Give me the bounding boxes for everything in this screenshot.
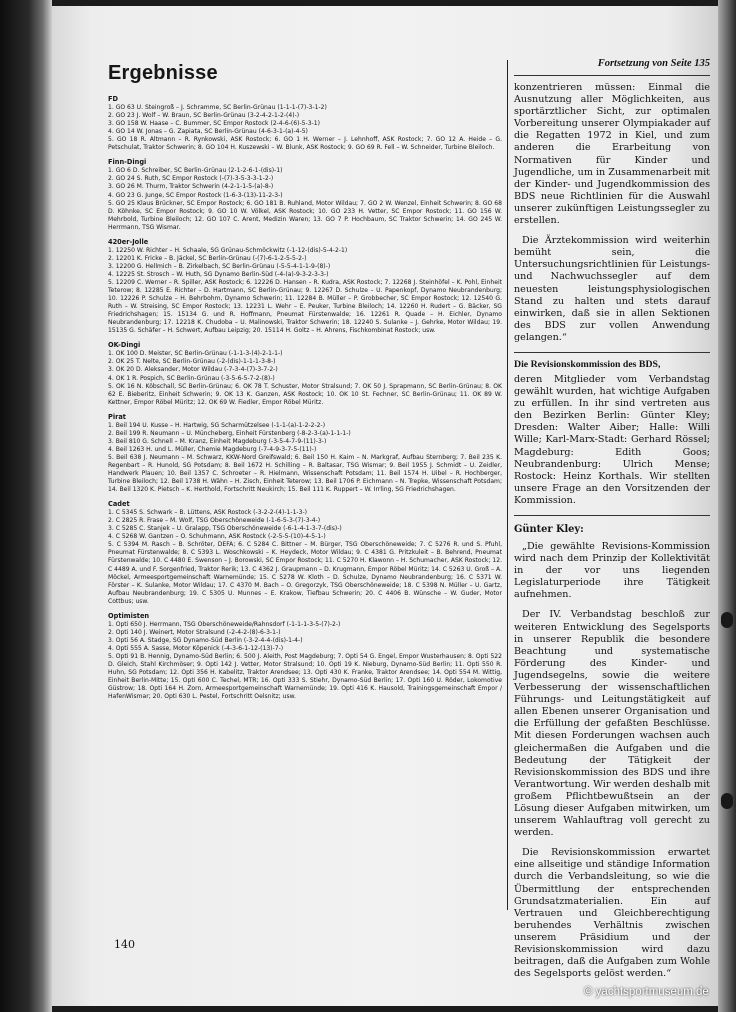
section-title: Optimisten: [108, 611, 150, 620]
watermark-text: © yachtsportmuseum.de: [584, 986, 709, 998]
result-line: 2. Opti 140 J. Weinert, Motor Stralsund (-2-4-2-(8)-6-3-1-): [108, 628, 281, 636]
result-line: 4. Opti 555 A. Sasse, Motor Köpenick (-4-3-6-1-12-(13)-7-): [108, 644, 284, 652]
results-section-fd: [108, 95, 502, 152]
result-line: 4. GO 23 G. Junge, SC Empor Rostock (1-6-3-(13)-11-2-3-): [108, 191, 283, 199]
section-title: FD: [108, 95, 118, 103]
section-title: Finn-Dingi: [108, 158, 147, 167]
interview-paragraph: „Die gewählte Revisions-Kommission wird nach dem Prinzip der Kollektivität in der vor uns liegenden Legislaturperiode ihre Tätigkeit aufnehmen.: [514, 541, 710, 601]
results-section-optimisten: [108, 612, 502, 702]
page-title: Ergebnisse: [108, 62, 218, 84]
interview-speaker: Günter Kley:: [514, 524, 584, 535]
article-column: [514, 58, 710, 988]
binder-hole-mark: [721, 793, 733, 809]
binder-hole-mark: [721, 612, 733, 628]
result-line: 2. Beil 199 R. Neumann – U. Müncheberg, Einheit Fürstenberg (-8-2-3-(a)-1-1-1-): [108, 429, 351, 437]
results-section-420er-jolle: [108, 238, 502, 336]
column-divider: [507, 60, 508, 910]
page-edge-shadow: [718, 0, 736, 1012]
article-paragraph: Die Ärztekommission wird weiterhin bemüht sein, die Untersuchungsrichtlinien für Leistungs- und Nachwuchssegler auf dem neuesten leistungsphysiologischen Stand zu halten und stets darauf einwirken, daß sie in allen Sektionen des BDS zur vollen Anwendung gelangen.“: [514, 235, 710, 343]
page-number: 140: [114, 938, 135, 951]
results-section-finn-dingi: [108, 158, 502, 231]
result-line: 4. Beil 1263 H. und L. Müller, Chemie Magdeburg (-7-4-9-3-7-5-(11)-): [108, 445, 317, 453]
results-section-pirat: [108, 413, 502, 494]
result-line: 5. GO 18 R. Altmann – R. Rynkowski, ASK Rostock; 6. GO 1 H. Werner – J. Lehnhoff, ASK Rostock; 7. GO 12 A. Heide – G. Petschulat, Traktor Schwerin; 8. GO 104 H. Kuszewski – W. Blunk, ASK Rostock; 9. GO 69 R. Fell – W. Schneider, Turbine Bleiloch.: [108, 136, 502, 152]
divider-rule: [514, 515, 710, 516]
continuation-note: Fortsetzung von Seite 135: [597, 58, 710, 69]
result-line: 5. GO 25 Klaus Brückner, SC Empor Rostock; 6. GO 181 B. Ruhland, Motor Wildau; 7. GO 2 W. Wenzel, Einheit Schwerin; 8. GO 68 D. Köhnke, SC Empor Rostock; 9. GO 10 W. Völkel, ASK Rostock; 10. GO 233 H. Vetter, SC Empor Rostock; 11. GO 156 W. Mehrbold, Turbine Bleiloch; 12. GO 107 C. Arent, Medizin Waren; 13. GO 7 P. Hochbaum, SC Traktor Schwerin; 14. GO 245 W. Herrmann, TSG Wismar.: [108, 199, 502, 231]
revision-heading: Die Revisionskommission des BDS,: [514, 358, 661, 370]
result-line: 5. C 5394 M. Rasch – B. Schröter, DEFA; 6. C 5284 C. Bittner – M. Bürger, TSG Oberschöneweide; 7. C 5276 R. und S. Pfuhl, Pneumat Fürstenwalde; 8. C 5393 L. Woschkowski – K. Heydeck, Motor Wildau; 9. C 4381 G. Pritzkuleit – B. Behrend, Pneumat Fürstenwalde; 10. C 4480 E. Swenson – J. Borowski, SC Empor Rostock; 11. C 5270 H. Klawonn – H. Schumacher, ASK Rostock; 12. C 4489 A. und F. Sorgenfried, Traktor Rerik; 13. C 4362 J. Graupmann – D. Krugmann, Empor Röbel Müritz; 14. C 5263 U. Groß – A. Möckel, Armeesportgemeinschaft Warnemünde; 15. C 5278 W. Kloth – D. Schulze, Dynamo Neubrandenburg; 16. C 5371 W. Förster – K. Sulanke, Motor Wildau; 17. C 4370 M. Bach – O. Gregorzyk, TSG Oberschöneweide; 18. C 5398 N. Müller – U. Gartz, Aufbau Neubrandenburg; 19. C 5305 U. Munnes – E. Krakow, Tiefbau Schwerin; 20. C 4406 B. Wünsche – W. Guder, Motor Cottbus; usw.: [108, 541, 502, 605]
section-title: Pirat: [108, 412, 126, 421]
result-line: 2. GO 23 J. Wolf – W. Braun, SC Berlin-Grünau (3-2-4-2-1-2-(4)-): [108, 112, 300, 120]
result-line: 5. OK 16 N. Köbschall, SC Berlin-Grünau; 6. OK 78 T. Schuster, Motor Stralsund; 7. OK 50 J. Sprapmann, SC Berlin-Grünau; 8. OK 62 E. Bieberitz, Einheit Schwerin; 9. OK 13 K. Ganzen, ASK Rostock; 10. OK 10 St. Fechner, SC Berlin-Grünau; 11. OK 89 W. Kettner, Empor Röbel Müritz; 12. OK 69 W. Fiedler, Empor Röbel Müritz.: [108, 382, 502, 406]
results-section-cadet: [108, 500, 502, 606]
result-line: 5. Beil 638 J. Neumann – M. Schwarz, KKW-Nord Greifswald; 6. Beil 150 H. Kaim – N. Markgraf, Aufbau Sternberg; 7. Beil 235 K. Regenbart – R. Hunold, SG Potsdam; 8. Beil 1672 H. Schilling – R. Baltasar, TSG Wismar; 9. Beil 1955 J. Schmidt – U. Zeidler, Handwerk Plauen; 10. Beil 1357 C. Schroeter – R. Hielmann, Wissenschaft Potsdam; 11. Beil 1574 H. Uibel – R. Hochberger, Turbine Bleiloch; 12. Beil 1738 H. Wähn – H. Zisch, Einheit Teterow; 13. Beil 1706 P. Eichmann – N. Trepke, Wissenschaft Potsdam; 14. Beil 1320 K. Pietsch – K. Herthold, Fortschritt Neukirch; 15. Beil 111 K. Ruppert – W. Irrling, SG Friedrichshagen.: [108, 453, 502, 494]
result-line: 1. Opti 650 J. Herrmann, TSG Oberschöneweide/Rahnsdorf (-1-1-1-3-5-(7)-2-): [108, 620, 341, 628]
article-paragraph: konzentrieren müssen: Einmal die Ausnutzung aller Möglichkeiten, aus sportärztlicher Sicht, zur optimalen Vorbereitung unserer Olympiakader auf die Regatten 1972 in Kiel, und zum anderen die Erarbeitung von Normativen für Kinder und Jugendliche, um in Zusammenarbeit mit der Kinder- und Jugendkommission des BDS neue Richtlinien für die Auswahl unserer zukünftigen Leistungssegler zu erstellen.: [514, 82, 710, 227]
interview-paragraph: Die Revisionskommission erwartet eine allseitige und ständige Information durch die Verbandsleitung, so wie die Übermittlung der entsprechenden Grundsatzmaterialien. Ein auf Vertrauen und Gleichberechtigung beruhendes Verhältnis zwischen unserem Präsidium und der Revisionskommission wird dazu beitragen, daß die Aufgaben zum Wohle des Segelsports gelöst werden.“: [514, 847, 710, 980]
result-line: 3. 12200 G. Hellmich – B. Zirkelbach, SC Berlin-Grünau (-5-5-4-1-1-9-(8)-): [108, 262, 331, 270]
result-line: 1. OK 100 D. Meister, SC Berlin-Grünau (-1-1-3-(4)-2-1-1-): [108, 350, 283, 358]
result-line: 4. C 5268 W. Gantzen – O. Schuhmann, ASK Rostock (-2-5-5-(10)-4-5-1-): [108, 533, 326, 541]
result-line: 3. C 5285 C. Stanjek – U. Gralapp, TSG Oberschöneweide (-6-1-4-1-3-7-(dis)-): [108, 525, 342, 533]
result-line: 5. 12209 C. Werner – R. Spiller, ASK Rostock; 6. 12226 D. Hansen – R. Kudra, ASK Rostock; 7. 12268 J. Steinhöfel – K. Pohl, Einheit Teterow; 8. 12285 E. Richter – D. Hartmann, SC Berlin-Grünau; 9. 12267 D. Schulze – U. Papenkopf, Dynamo Neubrandenburg; 10. 12226 P. Schulze – H. Behrbohm, Dynamo Schwerin; 11. 12284 B. Müller – P. Grobbecher, SC Empor Rostock; 12. 12540 G. Ruth – W. Streising, SC Empor Rostock; 13. 12231 L. Wehr – E. Peuker, Turbine Bleiloch; 14. 12260 H. Rudert – G. Bäcker, SG Friedrichshagen; 15. 15134 G. und R. Hoffmann, Pneumat Fürstenwalde; 16. 12261 R. Quade – H. Eichler, Dynamo Neubrandenburg; 17. 12218 K. Chudoba – U. Malinowski, Traktor Schwerin; 18. 12240 S. Sulanke – J. Gehrke, Motor Wildau; 19. 15135 G. Schäfer – H. Schwert, Aufbau Leipzig; 20. 15114 H. Goltz – H. Ahrens, Fischkombinat Rostock; usw.: [108, 278, 502, 335]
result-line: 4. GO 14 W. Jonas – G. Zapiata, SC Berlin-Grünau (4-6-3-1-(a)-4-5): [108, 128, 308, 136]
result-line: 2. C 2825 R. Frase – M. Wolf, TSG Oberschöneweide (-1-6-5-3-(7)-3-4-): [108, 517, 321, 525]
result-line: 4. OK 1 R. Pospich, SC Berlin-Grünau (-3-5-6-5-7-2-(8)-): [108, 374, 275, 382]
divider-rule: [514, 75, 710, 76]
result-line: 3. GO 158 W. Haase – C. Bummer, SC Empor Rostock (2-4-6-(6)-5-3-1): [108, 120, 320, 128]
results-column: [108, 62, 502, 707]
result-line: 1. GO 6 D. Schreiber, SC Berlin-Grünau (2-1-2-6-1-(dis)-1): [108, 167, 283, 175]
result-line: 1. Beil 194 U. Kusse – H. Hartwig, SG Scharmützelsee (-1-1-(a)-1-2-2-2-): [108, 421, 326, 429]
result-line: 3. OK 20 D. Aleksander, Motor Wildau (-7-3-4-(7)-3-7-2-): [108, 366, 278, 374]
result-line: 4. 12225 St. Strosch – W. Huth, SG Dynamo Berlin-Süd (-4-(a)-9-3-2-3-3-): [108, 270, 329, 278]
section-title: Cadet: [108, 500, 130, 509]
result-line: 3. GO 26 M. Thurm, Traktor Schwerin (4-2-1-1-5-(a)-8-): [108, 183, 274, 191]
article-paragraph: deren Mitglieder vom Verbandstag gewählt wurden, hat wichtige Aufgaben zu erfüllen. In ihr sind vertreten aus den Bezirken Berlin: Günter Kley; Dresden: Walter Aiber; Halle: Willi Wille; Karl-Marx-Stadt: Gerhard Rössel; Magdeburg: Edith Goos; Neubrandenburg: Ulrich Mense; Rostock: Heinz Korthals. Wir stellten unsere Frage an den Vorsitzenden der Kommission.: [514, 373, 710, 506]
result-line: 3. Opti 56 A. Stadge, SG Dynamo-Süd Berlin (-3-2-4-4-(dis)-1-4-): [108, 636, 303, 644]
result-line: 3. Beil 810 G. Schnell – M. Kranz, Einheit Magdeburg (-3-5-4-7-9-(11)-3-): [108, 437, 327, 445]
result-line: 1. 12250 W. Richter – H. Schaale, SG Grünau-Schmöckwitz (-1-12-(dis)-5-4-2-1): [108, 246, 348, 254]
result-line: 1. C 5345 S. Schwark – B. Lüttens, ASK Rostock (-3-2-2-(4)-1-1-3-): [108, 509, 307, 517]
section-title: 420er-Jolle: [108, 237, 149, 246]
book-spine-shadow: [0, 0, 52, 1012]
interview-paragraph: Der IV. Verbandstag beschloß zur weiteren Entwicklung des Segelsports in unserer Republik die besondere Beachtung und systematische Förderung des Kinder- und Jugendsegelns, sowie die weitere Verbesserung der wissenschaftlichen Führungs- und Leitungstätigkeit auf allen Ebenen unserer Organisation und die Erfüllung der gefaßten Beschlüsse. Mit diesen Forderungen wachsen auch gleichermaßen die Aufgaben und die Bedeutung der Tätigkeit der Revisionskommission des BDS und ihre Verantwortung. Wir werden deshalb mit großem Pflichtbewußtsein an der Lösung dieser Aufgaben mitwirken, um unserem Wahlauftrag voll gerecht zu werden.: [514, 609, 710, 839]
result-line: 2. OK 25 T. Nelte, SC Berlin-Grünau (-2-(dis)-1-1-1-3-8-): [108, 358, 276, 366]
result-line: 2. GO 24 S. Ruth, SC Empor Rostock (-(7)-3-5-3-3-1-2-): [108, 175, 274, 183]
divider-rule: [514, 352, 710, 353]
section-title: OK-Dingi: [108, 341, 141, 350]
results-section-ok-dingi: [108, 341, 502, 406]
result-line: 1. GO 63 U. Steingroß – J. Schramme, SC Berlin-Grünau (1-1-1-(7)-3-1-2): [108, 104, 327, 112]
result-line: 5. Opti 91 B. Hennig, Dynamo-Süd Berlin; 6. 500 J. Aleith, Post Magdeburg; 7. Opti 54 G. Engel, Empor Wusterhausen; 8. Opti 522 D. Gleich, Stahl Kirchmöser; 9. Opti 142 J. Vetter, Motor Stralsund; 10. Opti 19 K. Nieburg, Dynamo-Süd Berlin; 11. Opti 550 R. Huhn, SG Potsdam; 12. Opti 356 H. Kabelitz, Traktor Arendsee; 13. Opti 430 K. Franke, Traktor Arendsee; 14. Opti 554 M. Wittig, Einheit Berlin-Mitte; 15. Opti 600 C. Techel, MTR; 16. Opti 333 S. Stiehr, Dynamo-Süd Berlin; 17. Opti 160 U. Röder, Lokomotive Güstrow; 18. Opti 164 H. Zorn, Armeesportgemeinschaft Warnemünde; 19. Opti 416 K. Hausold, Trainingsgemeinschaft Empor / HafenWismar; 20. Opti 630 L. Pestel, Fortschritt Oelsnitz; usw.: [108, 653, 502, 701]
result-line: 2. 12201 K. Fricke – B. Jäckel, SC Berlin-Grünau (-(7)-6-1-2-5-5-2-): [108, 254, 307, 262]
